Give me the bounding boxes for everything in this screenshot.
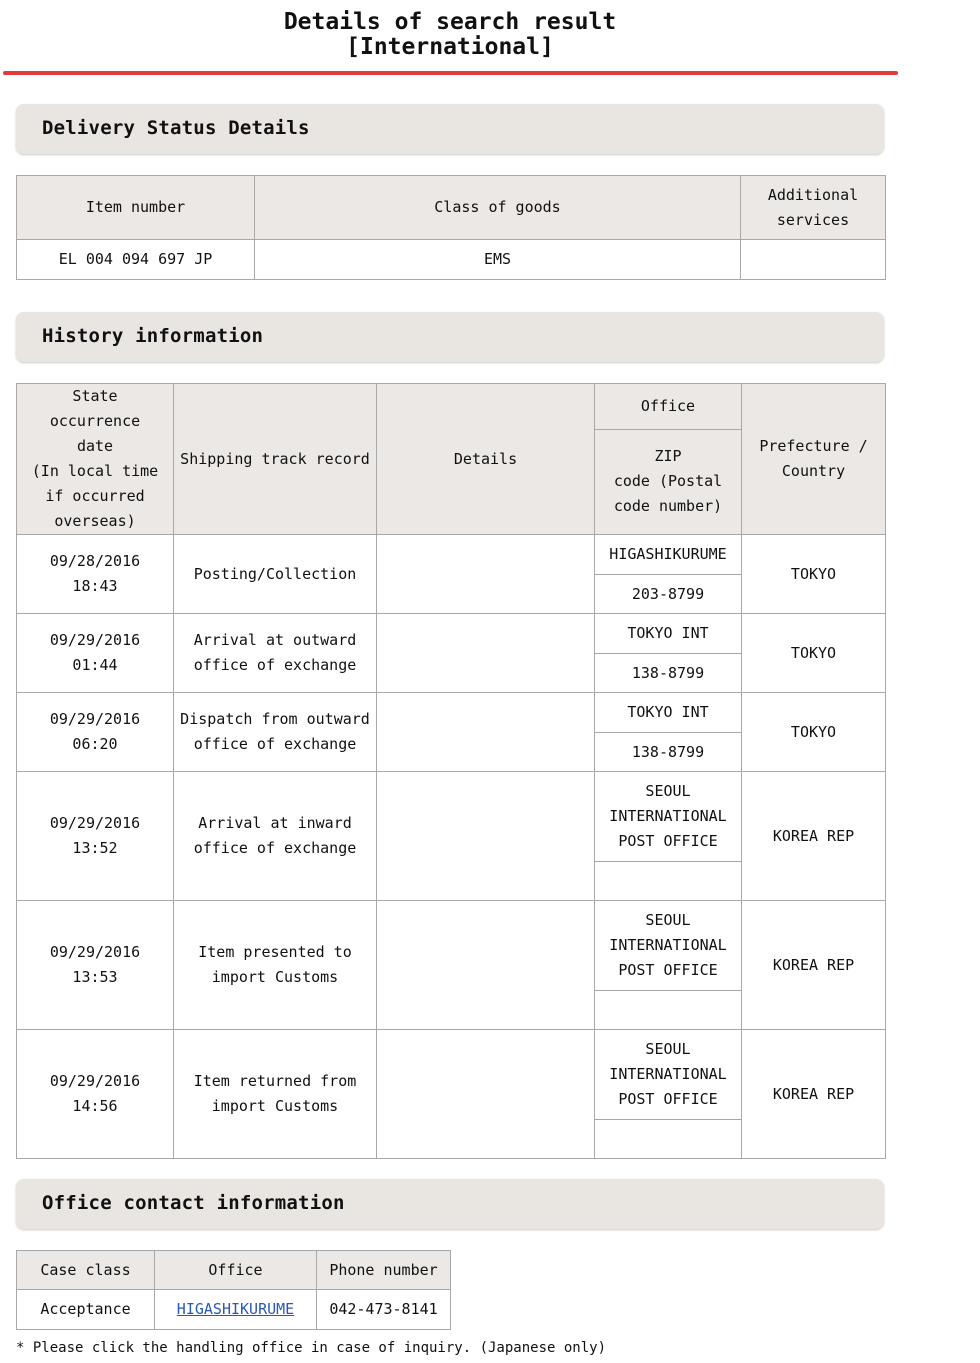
history-details	[377, 693, 595, 772]
class-of-goods-value: EMS	[255, 240, 741, 280]
contact-section-title: Office contact information	[42, 1192, 345, 1214]
page-title-line2: [International]	[346, 34, 554, 60]
history-prefecture: TOKYO	[742, 614, 886, 693]
contact-office-header: Office	[155, 1251, 317, 1290]
prefecture-header: Prefecture / Country	[742, 384, 886, 535]
phone-value: 042-473-8141	[317, 1290, 451, 1330]
history-office: SEOUL INTERNATIONAL POST OFFICE	[595, 901, 742, 991]
phone-header: Phone number	[317, 1251, 451, 1290]
history-row	[17, 535, 886, 575]
history-prefecture: KOREA REP	[742, 1030, 886, 1159]
history-zip: 203-8799	[595, 575, 742, 614]
history-record: Arrival at outward office of exchange	[174, 614, 377, 693]
history-record: Item presented to import Customs	[174, 901, 377, 1030]
history-table	[16, 383, 886, 1159]
contact-section-header	[16, 1179, 884, 1229]
history-row	[17, 1030, 886, 1120]
history-section-title: History information	[42, 325, 264, 347]
history-date: 09/29/2016 14:56	[17, 1030, 174, 1159]
date-header: State occurrence date (In local time if occurred overseas)	[17, 384, 174, 535]
additional-services-header: Additional services	[741, 176, 886, 240]
history-prefecture: KOREA REP	[742, 901, 886, 1030]
history-row	[17, 614, 886, 654]
history-details	[377, 535, 595, 614]
history-zip	[595, 862, 742, 901]
history-office: SEOUL INTERNATIONAL POST OFFICE	[595, 1030, 742, 1120]
history-details	[377, 1030, 595, 1159]
office-header: Office	[595, 384, 742, 430]
page-title	[0, 10, 900, 60]
history-details	[377, 901, 595, 1030]
record-header: Shipping track record	[174, 384, 377, 535]
history-zip	[595, 991, 742, 1030]
history-prefecture: TOKYO	[742, 535, 886, 614]
history-details	[377, 772, 595, 901]
history-prefecture: KOREA REP	[742, 772, 886, 901]
title-divider	[3, 71, 898, 75]
additional-services-value	[741, 240, 886, 280]
history-row	[17, 772, 886, 862]
history-date: 09/29/2016 13:53	[17, 901, 174, 1030]
history-zip	[595, 1120, 742, 1159]
history-office: TOKYO INT	[595, 693, 742, 733]
history-row	[17, 693, 886, 733]
case-class-value: Acceptance	[17, 1290, 155, 1330]
history-prefecture: TOKYO	[742, 693, 886, 772]
history-office: SEOUL INTERNATIONAL POST OFFICE	[595, 772, 742, 862]
item-number-value: EL 004 094 697 JP	[17, 240, 255, 280]
history-record: Dispatch from outward office of exchange	[174, 693, 377, 772]
inquiry-footnote: * Please click the handling office in case of inquiry. (Japanese only)	[16, 1340, 607, 1356]
history-date: 09/29/2016 01:44	[17, 614, 174, 693]
zip-header: ZIP code (Postal code number)	[595, 429, 742, 534]
contact-office-cell	[155, 1290, 317, 1330]
contact-table	[16, 1250, 451, 1330]
history-record: Posting/Collection	[174, 535, 377, 614]
history-details	[377, 614, 595, 693]
history-zip: 138-8799	[595, 733, 742, 772]
history-office: HIGASHIKURUME	[595, 535, 742, 575]
case-class-header: Case class	[17, 1251, 155, 1290]
history-zip: 138-8799	[595, 654, 742, 693]
page-title-line1: Details of search result	[283, 9, 617, 35]
history-row	[17, 901, 886, 991]
history-date: 09/29/2016 13:52	[17, 772, 174, 901]
delivery-section-title: Delivery Status Details	[42, 117, 310, 139]
item-number-header: Item number	[17, 176, 255, 240]
history-date: 09/29/2016 06:20	[17, 693, 174, 772]
history-record: Item returned from import Customs	[174, 1030, 377, 1159]
history-section-header	[16, 312, 884, 362]
history-office: TOKYO INT	[595, 614, 742, 654]
delivery-section-header	[16, 104, 884, 154]
history-date: 09/28/2016 18:43	[17, 535, 174, 614]
history-record: Arrival at inward office of exchange	[174, 772, 377, 901]
delivery-status-table	[16, 175, 886, 280]
class-of-goods-header: Class of goods	[255, 176, 741, 240]
office-link[interactable]: HIGASHIKURUME	[176, 1300, 295, 1318]
details-header: Details	[377, 384, 595, 535]
